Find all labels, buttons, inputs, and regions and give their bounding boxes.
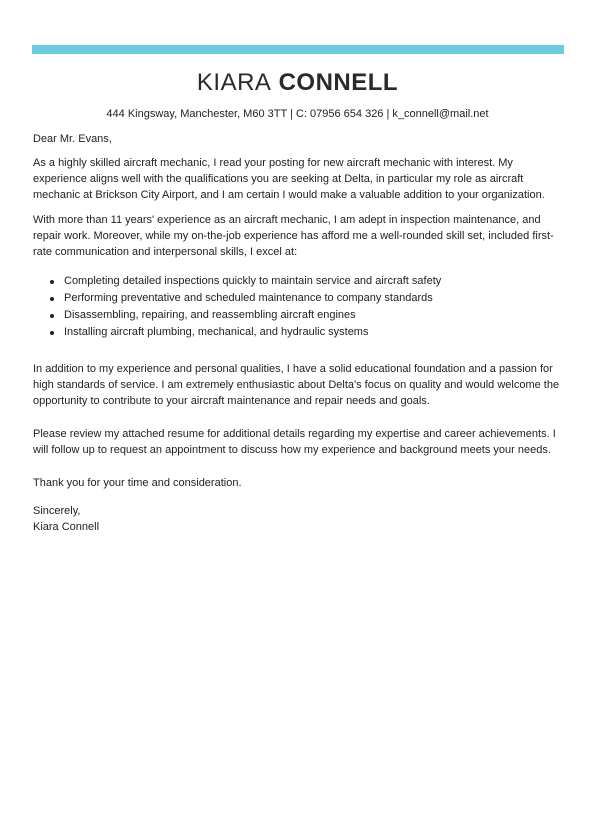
first-name: KIARA xyxy=(196,69,272,96)
paragraph-experience: With more than 11 years' experience as an aircraft mechanic, I am adept in inspection maintenance, and repair work. Moreover, while my on-the-job experience has afford me a well-rounded skill set, included first-rate communication and interpersonal skills, I excel at: xyxy=(33,214,554,258)
bullet-icon xyxy=(50,280,54,284)
skill-text: Performing preventative and scheduled maintenance to company standards xyxy=(64,292,433,304)
skill-text: Completing detailed inspections quickly to maintain service and aircraft safety xyxy=(64,275,442,287)
contact-info: 444 Kingsway, Manchester, M60 3TT | C: 07956 654 326 | k_connell@mail.net xyxy=(106,108,489,120)
skill-text: Installing aircraft plumbing, mechanical, and hydraulic systems xyxy=(64,326,369,338)
bullet-icon xyxy=(50,314,54,318)
signature: Kiara Connell xyxy=(33,521,100,533)
paragraph-intro: As a highly skilled aircraft mechanic, I read your posting for new aircraft mechanic with interest. My experience aligns well with the qualifications you are seeking at Delta, in particular my role as aircraft mechanic at Brickson City Airport, and I am certain I would make a valuable addition to your organization. xyxy=(33,157,545,201)
list-item xyxy=(33,324,561,341)
thanks-line: Thank you for your time and consideration. xyxy=(33,477,242,489)
paragraph-education: In addition to my experience and personal qualities, I have a solid educational foundation and a passion for high standards of service. I am extremely enthusiastic about Delta's focus on quality and would welcome the opportunity to contribute to your aircraft maintenance and repair needs and goals. xyxy=(33,363,560,407)
closing: Sincerely, xyxy=(33,505,81,517)
paragraph-followup: Please review my attached resume for additional details regarding my expertise and career achievements. I will follow up to request an appointment to discuss how my experience and background meets your needs. xyxy=(33,428,556,456)
header-accent-bar xyxy=(32,45,564,54)
applicant-name xyxy=(0,68,595,98)
list-item xyxy=(33,307,561,324)
letter-body xyxy=(33,131,561,535)
list-item xyxy=(33,273,561,290)
salutation: Dear Mr. Evans, xyxy=(33,133,112,145)
skill-text: Disassembling, repairing, and reassembling aircraft engines xyxy=(64,309,356,321)
bullet-icon xyxy=(50,331,54,335)
skills-list xyxy=(33,273,561,341)
bullet-icon xyxy=(50,297,54,301)
list-item xyxy=(33,290,561,307)
last-name: CONNELL xyxy=(278,69,399,96)
